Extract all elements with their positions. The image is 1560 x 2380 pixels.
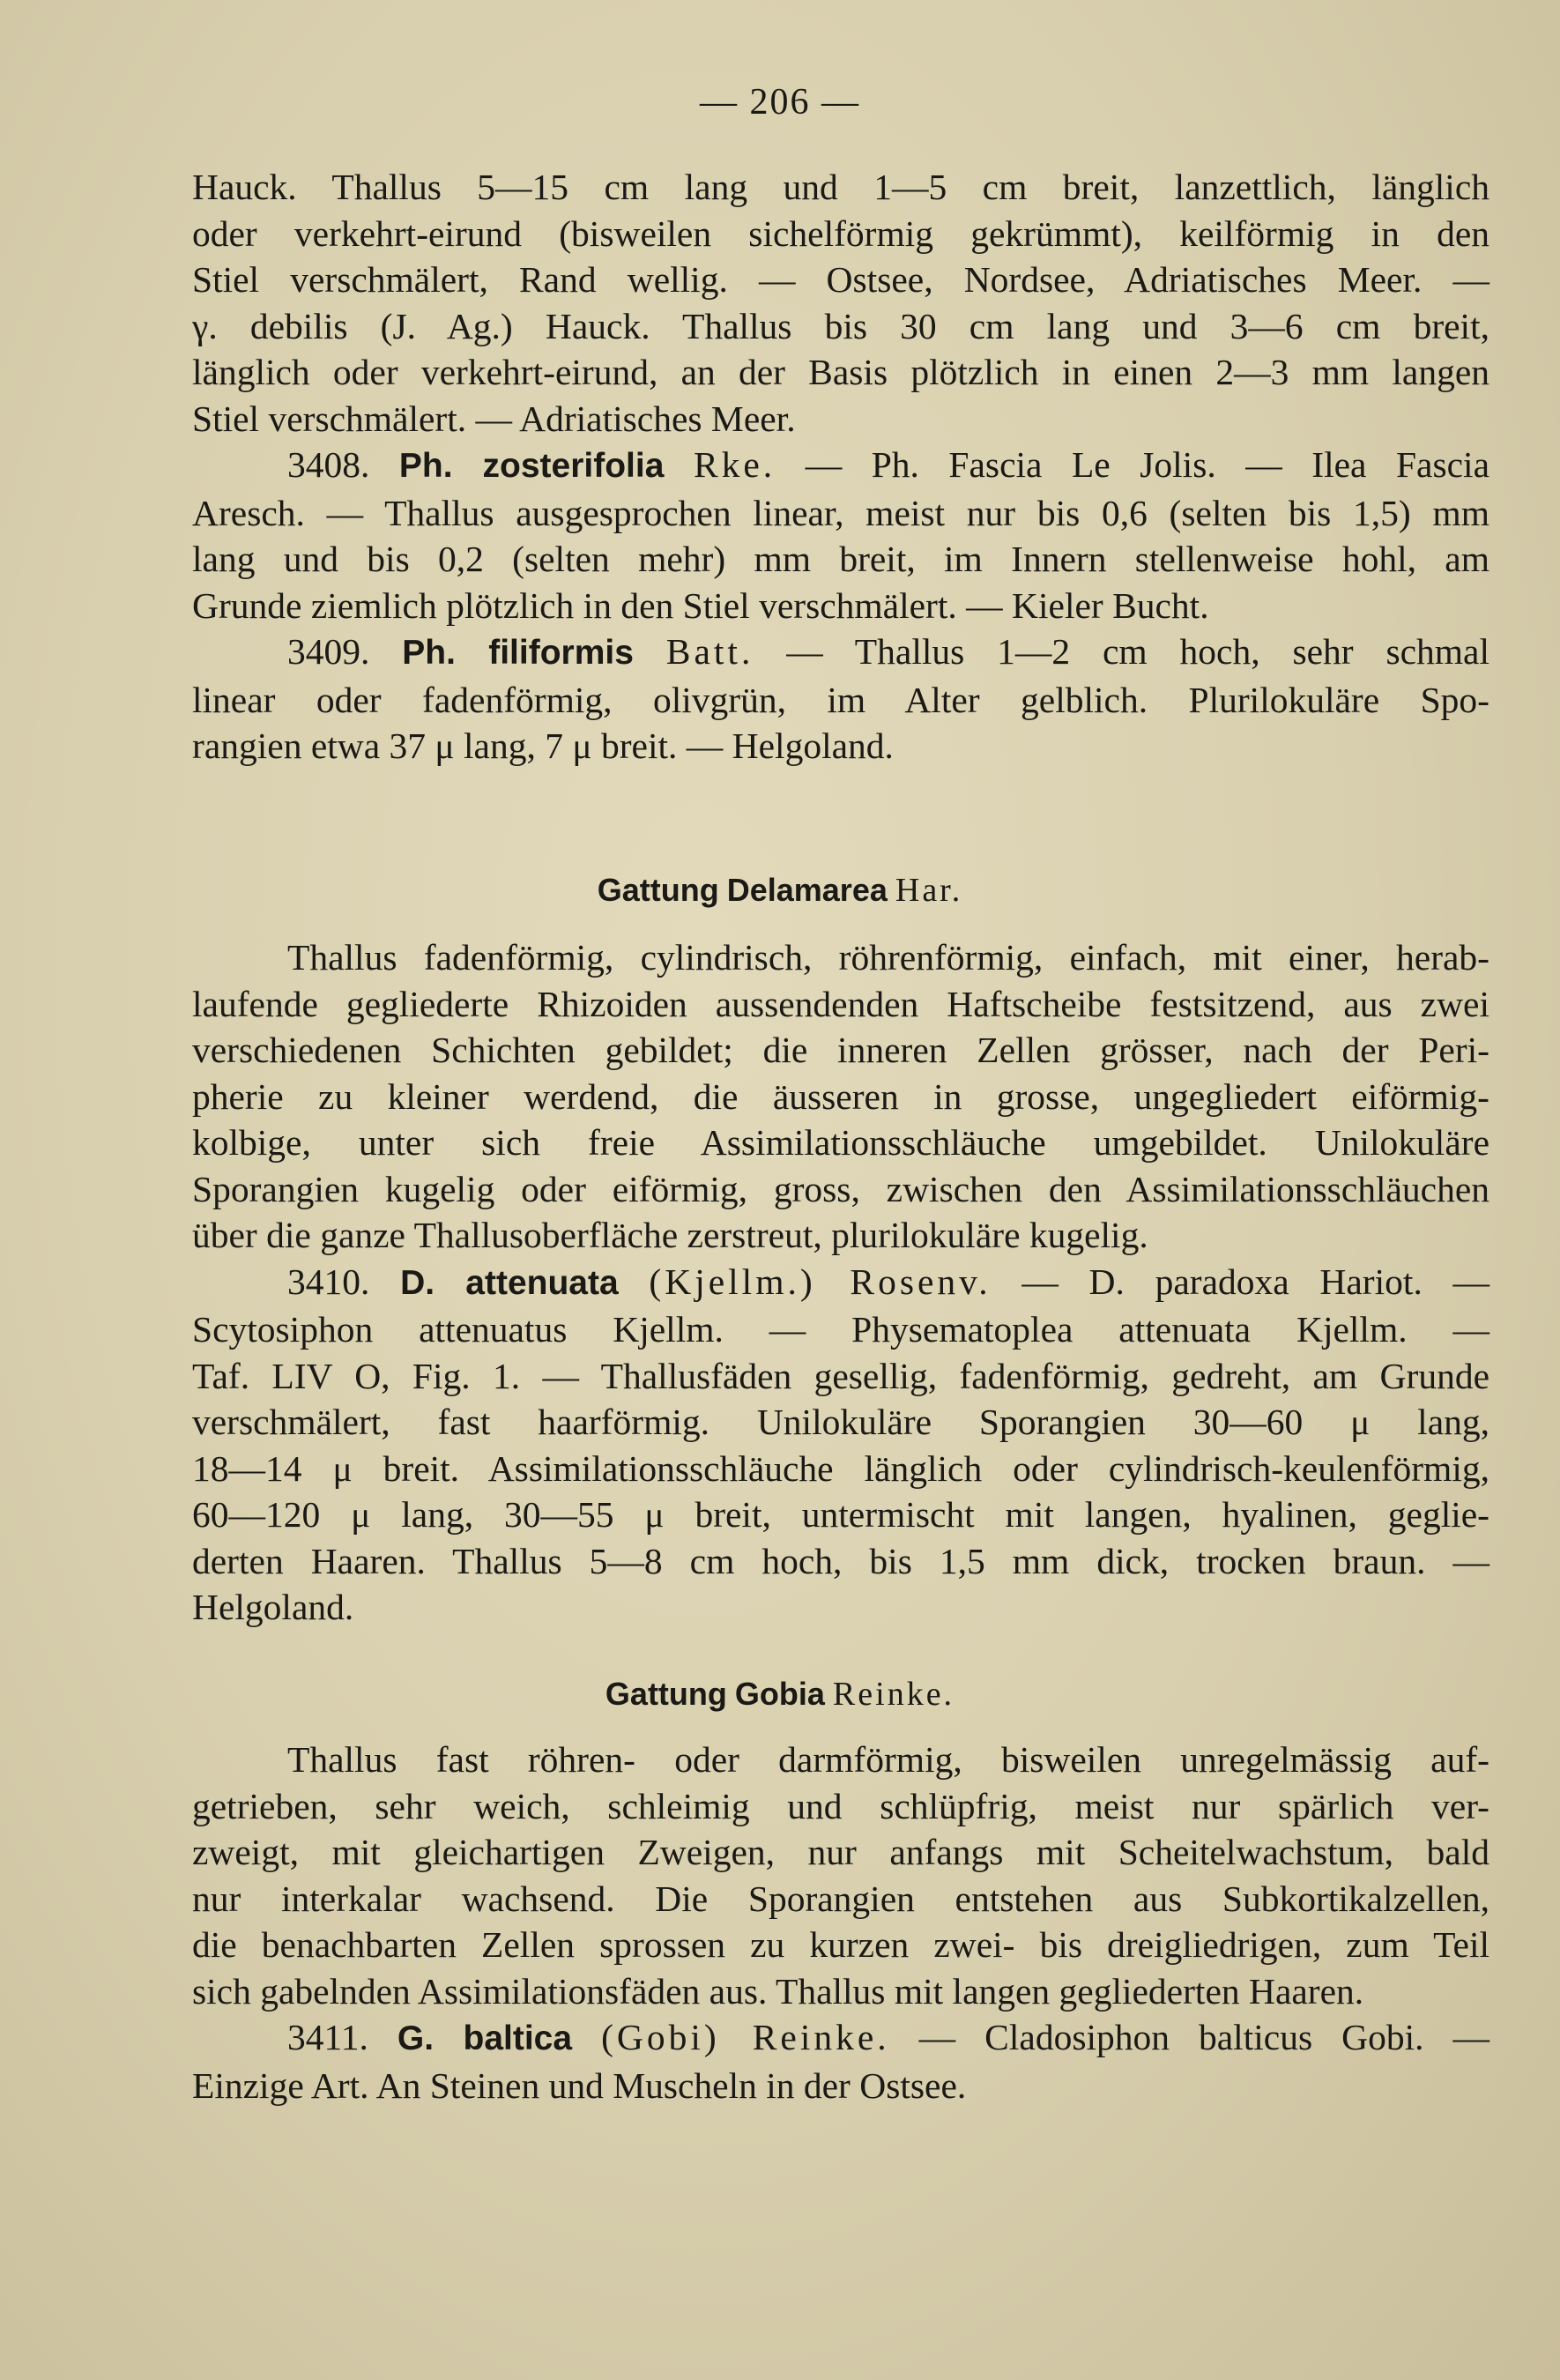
text-block-phyllitis-continued bbox=[192, 164, 1489, 770]
genus-heading-name: Delamarea bbox=[726, 872, 888, 908]
species-number: 3410. bbox=[287, 1261, 370, 1302]
text-line: kolbige, unter sich freie Assimilationsschläuche umgebildet. Unilokuläre bbox=[192, 1122, 1489, 1163]
species-text: — Ph. Fascia Le Jolis. — Ilea Fascia bbox=[805, 444, 1489, 485]
species-entry-3409 bbox=[192, 628, 1489, 677]
page-number: — 206 — bbox=[700, 82, 860, 123]
species-entry-3408 bbox=[192, 442, 1489, 490]
species-number: 3411. bbox=[287, 2017, 368, 2057]
genus-heading-name: Gobia bbox=[734, 1676, 825, 1712]
text-line: derten Haaren. Thallus 5—8 cm hoch, bis 1,5 mm dick, trocken braun. — bbox=[192, 1540, 1489, 1581]
species-number: 3409. bbox=[287, 631, 370, 672]
text-line: länglich oder verkehrt-eirund, an der Basis plötzlich in einen 2—3 mm langen bbox=[192, 352, 1489, 392]
text-line: 18—14 μ breit. Assimilationsschläuche länglich oder cylindrisch-keulenförmig, bbox=[192, 1447, 1489, 1489]
text-line: sich gabelnden Assimilationsfäden aus. Thallus mit langen gegliederten Haaren. bbox=[192, 1970, 1364, 2012]
species-author: (Kjellm.) Rosenv. bbox=[649, 1261, 992, 1302]
genus-heading-word: Gattung bbox=[605, 1676, 727, 1712]
text-line: Taf. LIV O, Fig. 1. — Thallusfäden gesellig, fadenförmig, gedreht, am Grunde bbox=[192, 1355, 1489, 1396]
text-line: über die ganze Thallusoberfläche zerstreut, plurilokuläre kugelig. bbox=[192, 1215, 1148, 1255]
text-line: lang und bis 0,2 (selten mehr) mm breit, im Innern stellenweise hohl, am bbox=[192, 539, 1489, 579]
species-entry-3411 bbox=[192, 2014, 1489, 2063]
text-line: Scytosiphon attenuatus Kjellm. — Physematoplea attenuata Kjellm. — bbox=[192, 1309, 1489, 1350]
text-line: zweigt, mit gleichartigen Zweigen, nur anfangs mit Scheitelwachstum, bald bbox=[192, 1832, 1489, 1872]
text-block-gobia bbox=[192, 1737, 1489, 2109]
text-line: Einzige Art. An Steinen und Muscheln in der Ostsee. bbox=[192, 2064, 967, 2106]
text-line: Grunde ziemlich plötzlich in den Stiel verschmälert. — Kieler Bucht. bbox=[192, 584, 1209, 626]
text-block-delamarea bbox=[192, 934, 1489, 1631]
text-line: rangien etwa 37 μ lang, 7 μ breit. — Helgoland. bbox=[192, 725, 894, 766]
genus-heading-gobia bbox=[0, 1675, 1560, 1714]
text-line: Helgoland. bbox=[192, 1587, 354, 1627]
species-name: Ph. zosterifolia bbox=[398, 447, 665, 485]
text-line: die benachbarten Zellen sprossen zu kurzen zwei- bis dreigliedrigen, zum Teil bbox=[192, 1924, 1489, 1965]
text-line: Thallus fast röhren- oder darmförmig, bisweilen unregelmässig auf- bbox=[287, 1739, 1489, 1780]
text-line: Thallus fadenförmig, cylindrisch, röhrenförmig, einfach, mit einer, herab- bbox=[287, 937, 1489, 978]
text-line: Stiel verschmälert, Rand wellig. — Ostsee, Nordsee, Adriatisches Meer. — bbox=[192, 259, 1489, 300]
species-name: D. attenuata bbox=[400, 1263, 619, 1302]
genus-heading-author: Har. bbox=[895, 872, 963, 909]
text-line: 60—120 μ lang, 30—55 μ breit, untermischt mit langen, hyalinen, geglie- bbox=[192, 1494, 1489, 1535]
text-line: Aresch. — Thallus ausgesprochen linear, meist nur bis 0,6 (selten bis 1,5) mm bbox=[192, 492, 1489, 533]
text-line: linear oder fadenförmig, olivgrün, im Alter gelblich. Plurilokuläre Spo- bbox=[192, 679, 1489, 720]
text-line: getrieben, sehr weich, schleimig und schlüpfrig, meist nur spärlich ver- bbox=[192, 1785, 1489, 1826]
species-author: (Gobi) Reinke. bbox=[601, 2017, 890, 2057]
genus-heading-word: Gattung bbox=[597, 872, 719, 908]
species-author: Batt. bbox=[665, 631, 754, 672]
species-author: Rke. bbox=[693, 444, 776, 485]
text-line: verschmälert, fast haarförmig. Unilokuläre Sporangien 30—60 μ lang, bbox=[192, 1402, 1489, 1442]
genus-heading-author: Reinke. bbox=[832, 1676, 955, 1713]
genus-heading-delamarea bbox=[0, 871, 1560, 910]
text-line: γ. debilis (J. Ag.) Hauck. Thallus bis 30 cm lang und 3—6 cm breit, bbox=[192, 305, 1489, 346]
species-name: G. baltica bbox=[397, 2019, 573, 2057]
species-entry-3410 bbox=[192, 1259, 1489, 1307]
text-line: verschiedenen Schichten gebildet; die inneren Zellen grösser, nach der Peri- bbox=[192, 1030, 1489, 1070]
species-name: Ph. filiformis bbox=[402, 634, 634, 672]
species-number: 3408. bbox=[287, 444, 370, 485]
species-text: — Thallus 1—2 cm hoch, sehr schmal bbox=[786, 631, 1489, 672]
text-line: Sporangien kugelig oder eiförmig, gross, zwischen den Assimilationsschläuchen bbox=[192, 1168, 1489, 1209]
text-line: oder verkehrt-eirund (bisweilen sichelförmig gekrümmt), keilförmig in den bbox=[192, 212, 1489, 254]
text-line: nur interkalar wachsend. Die Sporangien entstehen aus Subkortikalzellen, bbox=[192, 1878, 1489, 1919]
text-line: Stiel verschmälert. — Adriatisches Meer. bbox=[192, 398, 796, 439]
species-text: — Cladosiphon balticus Gobi. — bbox=[918, 2017, 1489, 2057]
text-line: laufende gegliederte Rhizoiden aussendenden Haftscheibe festsitzend, aus zwei bbox=[192, 983, 1489, 1024]
text-line: Hauck. Thallus 5—15 cm lang und 1—5 cm breit, lanzettlich, länglich bbox=[192, 167, 1489, 207]
text-line: pherie zu kleiner werdend, die äusseren in grosse, ungegliedert eiförmig- bbox=[192, 1075, 1489, 1117]
species-text: — D. paradoxa Hariot. — bbox=[1021, 1261, 1490, 1302]
